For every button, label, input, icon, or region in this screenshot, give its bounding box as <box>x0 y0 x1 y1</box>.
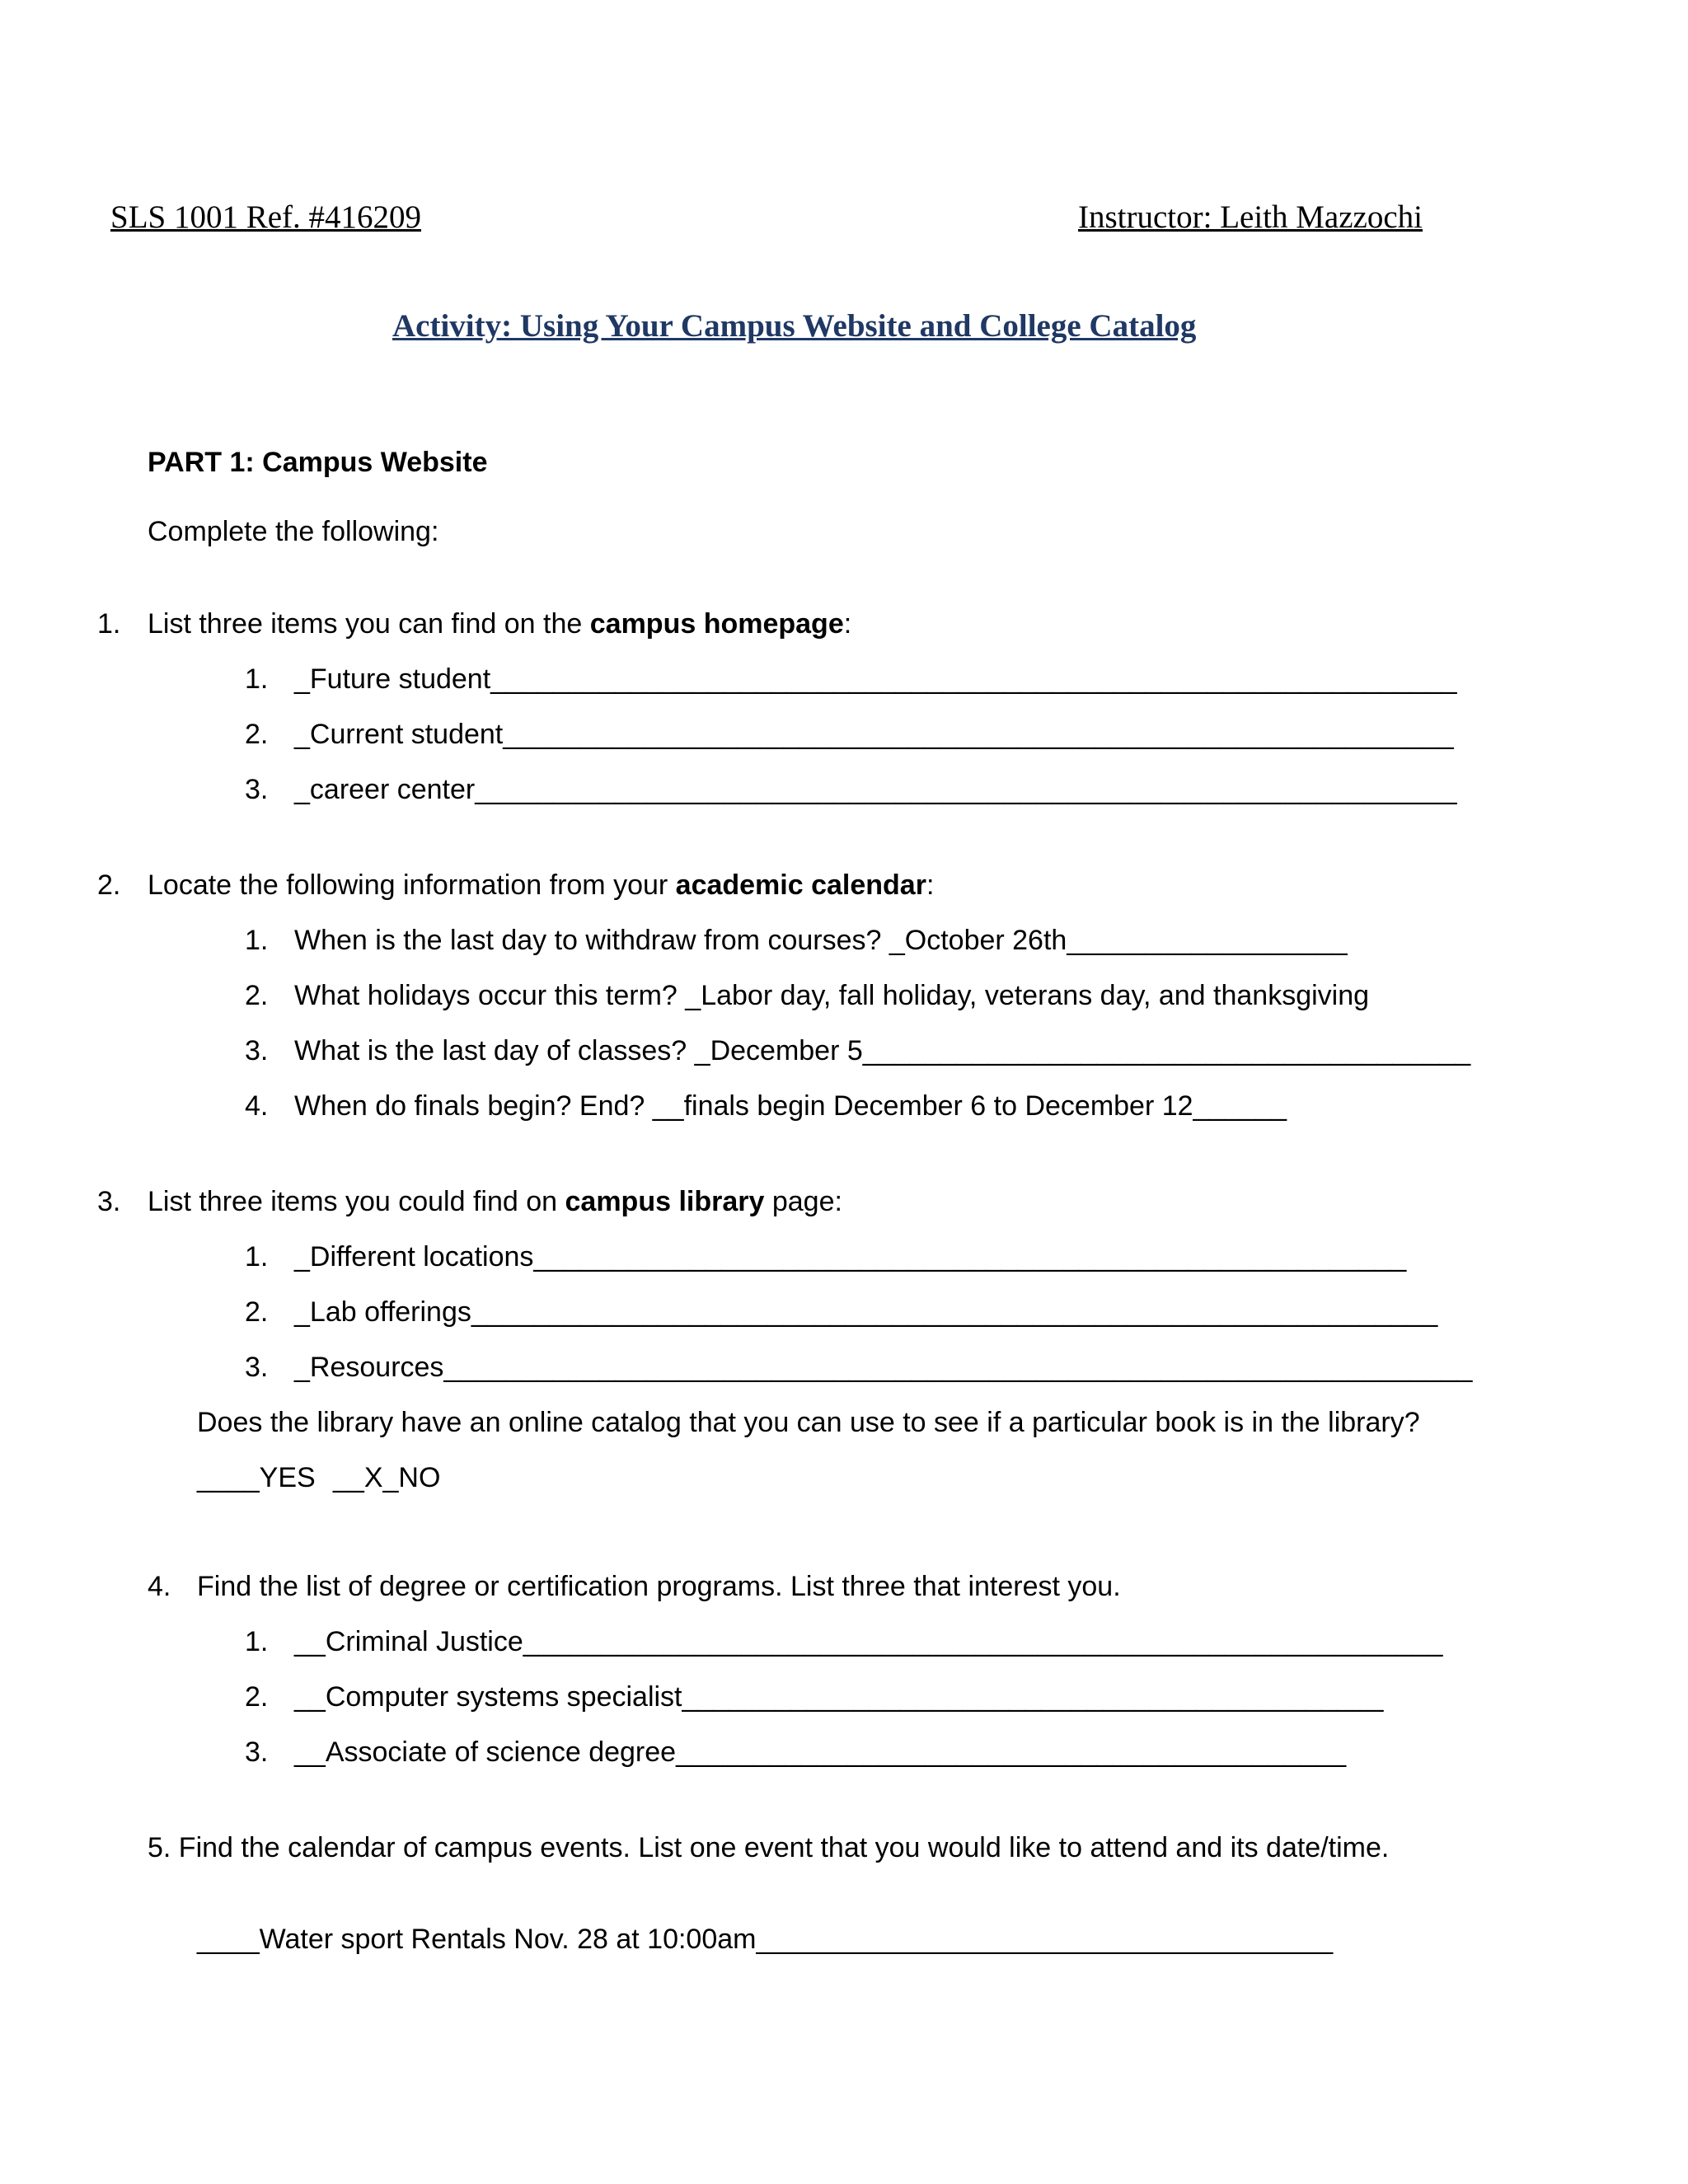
q1-answer-1: _Future student______________________________________________________________ <box>294 663 1457 695</box>
q3-answer-2: _Lab offerings______________________________________________________________ <box>294 1296 1438 1328</box>
q4-answer-1-number: 1. <box>245 1626 269 1657</box>
q4-answer-2-number: 2. <box>245 1681 269 1713</box>
activity-title: Activity: Using Your Campus Website and College Catalog <box>392 308 1197 344</box>
q4-number: 4. <box>148 1571 171 1602</box>
q1-prompt-suffix: : <box>843 608 852 640</box>
q4-answer-3: __Associate of science degree___________________________________________ <box>294 1736 1347 1768</box>
q2-prompt <box>148 871 934 899</box>
library-catalog-question: Does the library have an online catalog that you can use to see if a particular book is in the library? <box>197 1407 1420 1438</box>
no-option: __X_NO <box>333 1462 441 1493</box>
q2-answer-2: What holidays occur this term? _Labor day, fall holiday, veterans day, and thanksgiving <box>294 980 1370 1011</box>
q5-prompt: 5. Find the calendar of campus events. List one event that you would like to attend and its date/time. <box>148 1832 1390 1863</box>
q3-number: 3. <box>97 1186 121 1217</box>
q3-answer-3: _Resources__________________________________________________________________ <box>294 1352 1473 1383</box>
q1-prompt-bold: campus homepage <box>589 608 844 640</box>
q2-prompt-bold: academic calendar <box>675 869 926 901</box>
q2-answer-4-number: 4. <box>245 1090 269 1122</box>
q1-answer-2-number: 2. <box>245 719 269 750</box>
part1-heading: PART 1: Campus Website <box>148 447 488 478</box>
q2-answer-4: When do finals begin? End? __finals begin December 6 to December 12______ <box>294 1090 1287 1122</box>
q2-answer-3: What is the last day of classes? _December 5_______________________________________ <box>294 1035 1471 1066</box>
q3-prompt-text: List three items you could find on <box>148 1186 565 1217</box>
q2-number: 2. <box>97 869 121 901</box>
q2-answer-2-number: 2. <box>245 980 269 1011</box>
q1-prompt <box>148 610 851 638</box>
q3-answer-3-number: 3. <box>245 1352 269 1383</box>
q1-answer-2: _Current student_____________________________________________________________ <box>294 719 1454 750</box>
q4-answer-1: __Criminal Justice___________________________________________________________ <box>294 1626 1443 1657</box>
q1-answer-3-number: 3. <box>245 774 269 805</box>
part1-instruction: Complete the following: <box>148 516 439 547</box>
q1-number: 1. <box>97 608 121 640</box>
q1-answer-3: _career center_______________________________________________________________ <box>294 774 1457 805</box>
q4-answer-2: __Computer systems specialist_____________________________________________ <box>294 1681 1384 1713</box>
course-reference: SLS 1001 Ref. #416209 <box>110 199 422 235</box>
q3-prompt-bold: campus library <box>565 1186 765 1217</box>
q1-prompt-text: List three items you can find on the <box>148 608 590 640</box>
q2-answer-1: When is the last day to withdraw from courses? _October 26th__________________ <box>294 925 1348 956</box>
q2-prompt-text: Locate the following information from your <box>148 869 676 901</box>
q4-prompt: Find the list of degree or certification programs. List three that interest you. <box>197 1571 1121 1602</box>
yes-option: ____YES <box>197 1462 316 1493</box>
q2-answer-1-number: 1. <box>245 925 269 956</box>
q1-answer-1-number: 1. <box>245 663 269 695</box>
q3-prompt <box>148 1188 842 1216</box>
q3-answer-1-number: 1. <box>245 1241 269 1272</box>
q3-prompt-suffix: page: <box>764 1186 842 1217</box>
q5-answer: ____Water sport Rentals Nov. 28 at 10:00am_____________________________________ <box>197 1924 1334 1955</box>
q2-answer-3-number: 3. <box>245 1035 269 1066</box>
q3-answer-1: _Different locations________________________________________________________ <box>294 1241 1407 1272</box>
q2-prompt-suffix: : <box>926 869 935 901</box>
instructor-name: Instructor: Leith Mazzochi <box>1078 199 1423 235</box>
q3-answer-2-number: 2. <box>245 1296 269 1328</box>
q4-answer-3-number: 3. <box>245 1736 269 1768</box>
